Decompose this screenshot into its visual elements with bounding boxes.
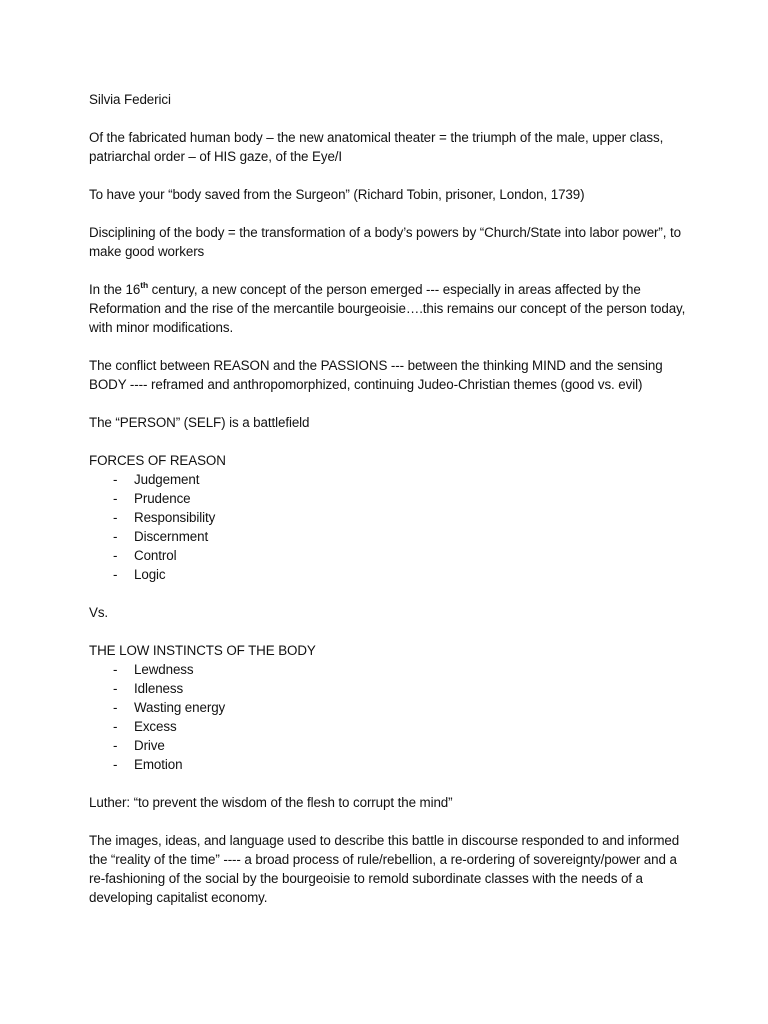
list-item bbox=[89, 546, 689, 565]
list-item-label: Judgement bbox=[134, 472, 200, 487]
closing-paragraph: The images, ideas, and language used to describe this battle in discourse responded to and informed the “reality of the time” ---- a broad process of rule/rebellion, a re-ordering of sovereignty/power and a re-fashioning of the social by the bourgeoisie to remold subordinate classes with the needs of a developing capitalist economy. bbox=[89, 833, 680, 905]
dash-bullet: - bbox=[113, 757, 118, 772]
list-item bbox=[89, 565, 689, 584]
dash-bullet: - bbox=[113, 510, 118, 525]
dash-bullet: - bbox=[113, 472, 118, 487]
ordinal-superscript: th bbox=[140, 279, 149, 290]
author-name: Silvia Federici bbox=[89, 92, 171, 107]
instincts-heading: THE LOW INSTINCTS OF THE BODY bbox=[89, 643, 316, 658]
dash-bullet: - bbox=[113, 529, 118, 544]
list-item-label: Emotion bbox=[134, 757, 183, 772]
list-item-label: Control bbox=[134, 548, 177, 563]
dash-bullet: - bbox=[113, 548, 118, 563]
list-item-label: Drive bbox=[134, 738, 165, 753]
dash-bullet: - bbox=[113, 491, 118, 506]
list-item bbox=[89, 736, 689, 755]
paragraph-reason-passions: The conflict between REASON and the PASSIONS --- between the thinking MIND and the sensing BODY ---- reframed and anthropomorphized, continuing Judeo-Christian themes (good vs. evil) bbox=[89, 358, 663, 392]
document-page bbox=[89, 90, 689, 926]
paragraph-16th-century-start: In the 16 bbox=[89, 282, 141, 297]
reason-list bbox=[89, 470, 689, 584]
paragraph-disciplining-body: Disciplining of the body = the transformation of a body’s powers by “Church/State into labor power”, to make good workers bbox=[89, 225, 681, 259]
list-item bbox=[89, 489, 689, 508]
dash-bullet: - bbox=[113, 719, 118, 734]
paragraph-16th-century bbox=[89, 280, 689, 337]
list-item-label: Lewdness bbox=[134, 662, 194, 677]
dash-bullet: - bbox=[113, 662, 118, 677]
paragraph-anatomical-theater: Of the fabricated human body – the new anatomical theater = the triumph of the male, upper class, patriarchal order – of HIS gaze, of the Eye/I bbox=[89, 130, 664, 164]
dash-bullet: - bbox=[113, 567, 118, 582]
paragraph-person-battlefield: The “PERSON” (SELF) is a battlefield bbox=[89, 415, 310, 430]
list-item bbox=[89, 679, 689, 698]
list-item-label: Prudence bbox=[134, 491, 191, 506]
list-item-label: Discernment bbox=[134, 529, 209, 544]
list-item bbox=[89, 660, 689, 679]
luther-quote: Luther: “to prevent the wisdom of the flesh to corrupt the mind” bbox=[89, 795, 453, 810]
list-item-label: Wasting energy bbox=[134, 700, 226, 715]
list-item bbox=[89, 755, 689, 774]
dash-bullet: - bbox=[113, 738, 118, 753]
paragraph-16th-century-rest: century, a new concept of the person emerged --- especially in areas affected by the Reformation and the rise of the mercantile bourgeoisie….this remains our concept of the person today, with minor modifications. bbox=[89, 282, 686, 335]
dash-bullet: - bbox=[113, 700, 118, 715]
list-item bbox=[89, 470, 689, 489]
dash-bullet: - bbox=[113, 681, 118, 696]
list-item bbox=[89, 527, 689, 546]
list-item-label: Idleness bbox=[134, 681, 184, 696]
reason-heading: FORCES OF REASON bbox=[89, 453, 226, 468]
list-item-label: Logic bbox=[134, 567, 166, 582]
instincts-list bbox=[89, 660, 689, 774]
list-item-label: Excess bbox=[134, 719, 177, 734]
versus-label: Vs. bbox=[89, 605, 109, 620]
paragraph-surgeon-quote: To have your “body saved from the Surgeon” (Richard Tobin, prisoner, London, 1739) bbox=[89, 187, 585, 202]
list-item-label: Responsibility bbox=[134, 510, 216, 525]
list-item bbox=[89, 698, 689, 717]
list-item bbox=[89, 717, 689, 736]
list-item bbox=[89, 508, 689, 527]
